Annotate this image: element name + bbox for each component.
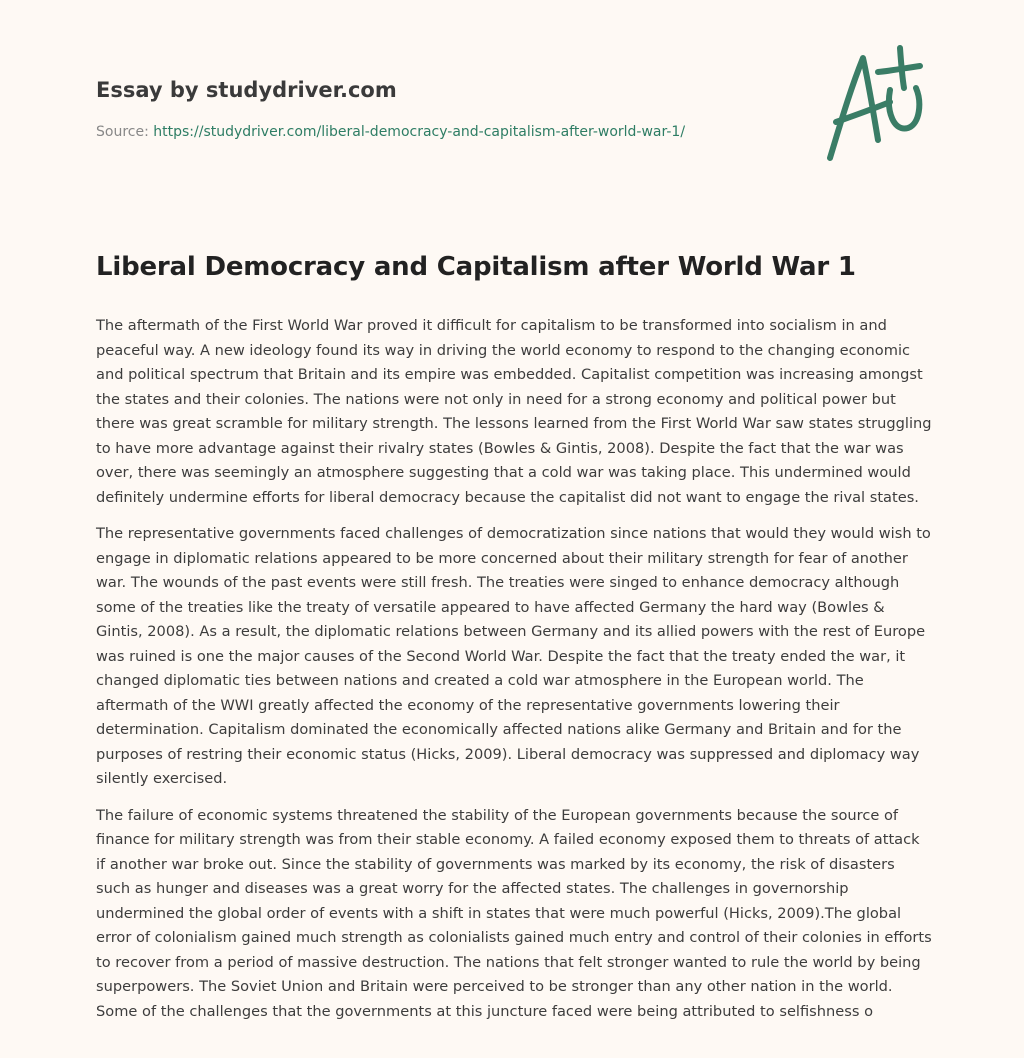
paragraph: The aftermath of the First World War proved it difficult for capitalism to be transformed into socialism in and peaceful way. A new ideology found its way in driving the world economy to respond to the changing economic and political spectrum that Britain and its empire was embedded. Capitalist competition was increasing amongst the states and their colonies. The nations were not only in need for a strong economy and political power but there was great scramble for military strength. The lessons learned from the First World War saw states struggling to have more advantage against their rivalry states (Bowles & Gintis, 2008). Despite the fact that the war was over, there was seemingly an atmosphere suggesting that a cold war was taking place. This undermined would definitely undermine efforts for liberal democracy because the capitalist did not want to engage the rival states. (96, 317, 932, 506)
source-link[interactable]: https://studydriver.com/liberal-democracy-and-capitalism-after-world-war-1/ (153, 124, 686, 140)
essay-body (96, 314, 932, 1036)
essay-title: Liberal Democracy and Capitalism after World War 1 (96, 252, 856, 282)
source-line (96, 124, 685, 140)
a-plus-logo-icon (818, 40, 928, 165)
page-header (0, 0, 1024, 230)
source-label: Source: (96, 124, 149, 140)
paragraph: The representative governments faced challenges of democratization since nations that would they would wish to engage in diplomatic relations appeared to be more concerned about their military strength for fear of another war. The wounds of the past events were still fresh. The treaties were singed to enhance democracy although some of the treaties like the treaty of versatile appeared to have affected Germany the hard way (Bowles & Gintis, 2008). As a result, the diplomatic relations between Germany and its allied powers with the rest of Europe was ruined is one the major causes of the Second World War. Despite the fact that the treaty ended the war, it changed diplomatic ties between nations and created a cold war atmosphere in the European world. The aftermath of the WWI greatly affected the economy of the representative governments lowering their determination. Capitalism dominated the economically affected nations alike Germany and Britain and for the purposes of restring their economic status (Hicks, 2009). Liberal democracy was suppressed and diplomacy way silently exercised. (96, 525, 931, 787)
paragraph: The failure of economic systems threatened the stability of the European governments because the source of finance for military strength was from their stable economy. A failed economy exposed them to threats of attack if another war broke out. Since the stability of governments was marked by its economy, the risk of disasters such as hunger and diseases was a great worry for the affected states. The challenges in governorship undermined the global order of events with a shift in states that were much powerful (Hicks, 2009).The global error of colonialism gained much strength as colonialists gained much entry and control of their colonies in efforts to recover from a period of massive destruction. The nations that felt stronger wanted to rule the world by being superpowers. The Soviet Union and Britain were perceived to be stronger than any other nation in the world. Some of the challenges that the governments at this juncture faced were being attributed to selfishness o (96, 806, 932, 1020)
site-title: Essay by studydriver.com (96, 78, 397, 102)
